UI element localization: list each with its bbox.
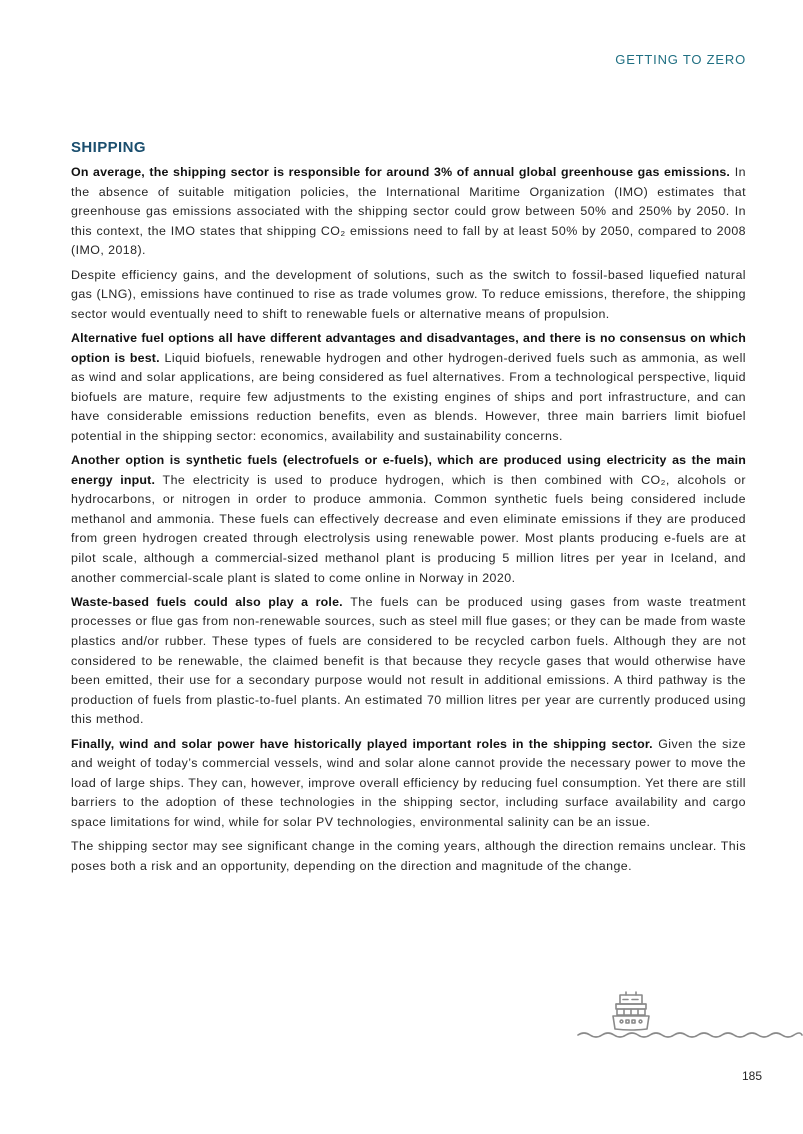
page-number: 185 bbox=[741, 1069, 762, 1083]
paragraph-lead: Finally, wind and solar power have historically played important roles in the shipping sector. bbox=[71, 736, 653, 751]
article-body bbox=[71, 139, 746, 881]
paragraph-body: Liquid biofuels, renewable hydrogen and other hydrogen-derived fuels such as ammonia, as well as wind and solar applications, are being considered as fuel alternatives. From a technological perspective, liquid biofuels are mature, require few adjustments to the existing engines of ships and port infrastructure, and can have considerable emissions reduction benefits, even as blends. However, three main barriers limit biofuel potential in the shipping sector: economics, availability and sustainability concerns. bbox=[71, 350, 747, 443]
paragraph-lead: Another option is synthetic fuels (electrofuels or e-fuels), which are produced using electricity as the main energy input. bbox=[71, 453, 746, 487]
paragraph-body: The shipping sector may see significant change in the coming years, although the direction remains unclear. This poses both a risk and an opportunity, depending on the direction and magnitude of the change. bbox=[71, 839, 746, 873]
paragraph-body: The fuels can be produced using gases from waste treatment processes or flue gas from non-renewable sources, such as steel mill flue gases; or they can be made from waste plastics and/or rubber. These types of fuels are considered to be recycled carbon fuels. Although they are not considered to be renewable, the claimed benefit is that because they recycle gases that would otherwise have been emitted, their use for a secondary purpose would not result in additional emissions. A third pathway is the production of fuels from plastic-to-fuel plants. An estimated 70 million litres per year are currently produced using this method. bbox=[71, 594, 746, 727]
paragraph bbox=[71, 451, 746, 588]
paragraph-body: Despite efficiency gains, and the development of solutions, such as the switch to fossil-based liquefied natural gas (LNG), emissions have continued to rise as trade volumes grow. To reduce emissions, therefore, the shipping sector would eventually need to shift to renewable fuels or alternative means of propulsion. bbox=[71, 267, 746, 321]
paragraph bbox=[71, 735, 746, 833]
paragraph-lead: On average, the shipping sector is responsible for around 3% of annual global greenhouse gas emissions. bbox=[71, 165, 731, 179]
paragraph bbox=[71, 163, 746, 261]
running-header: GETTING TO ZERO bbox=[615, 52, 746, 67]
paragraph-lead: Alternative fuel options all have different advantages and disadvantages, and there is no consensus on which option is best. bbox=[71, 330, 746, 365]
cargo-ship-icon bbox=[576, 990, 803, 1042]
paragraph-lead: Waste-based fuels could also play a role. bbox=[71, 594, 343, 609]
paragraph bbox=[71, 266, 746, 325]
paragraph-body: The electricity is used to produce hydrogen, which is then combined with CO₂, alcohols or hydrocarbons, or nitrogen in order to produce ammonia. Common synthetic fuels being considered include methanol and ammonia. These fuels can effectively decrease and even eliminate emissions if they are produced from green hydrogen created through electrolysis using renewable power. Most plants producing e-fuels are at pilot scale, although a commercial-sized methanol plant is producing 5 million litres per year in Iceland, and another commercial-scale plant is slated to come online in Norway in 2020. bbox=[71, 472, 746, 585]
paragraph-body: Given the size and weight of today’s commercial vessels, wind and solar alone cannot provide the necessary power to move the load of large ships. They can, however, improve overall efficiency by reducing fuel consumption. Yet there are still barriers to the adoption of these technologies in the shipping sector, including surface availability and cargo space limitations for wind, while for solar PV technologies, environmental salinity can be an issue. bbox=[71, 736, 746, 829]
paragraph bbox=[71, 329, 746, 447]
paragraph-body: In the absence of suitable mitigation policies, the International Maritime Organization (IMO) estimates that greenhouse gas emissions associated with the shipping sector could grow between 50% and 250% by 2050. In this context, the IMO states that shipping CO₂ emissions need to fall by at least 50% by 2050, compared to 2008 (IMO, 2018). bbox=[71, 165, 746, 258]
paragraph bbox=[71, 593, 746, 730]
section-title: SHIPPING bbox=[71, 139, 146, 156]
paragraph bbox=[71, 837, 746, 876]
